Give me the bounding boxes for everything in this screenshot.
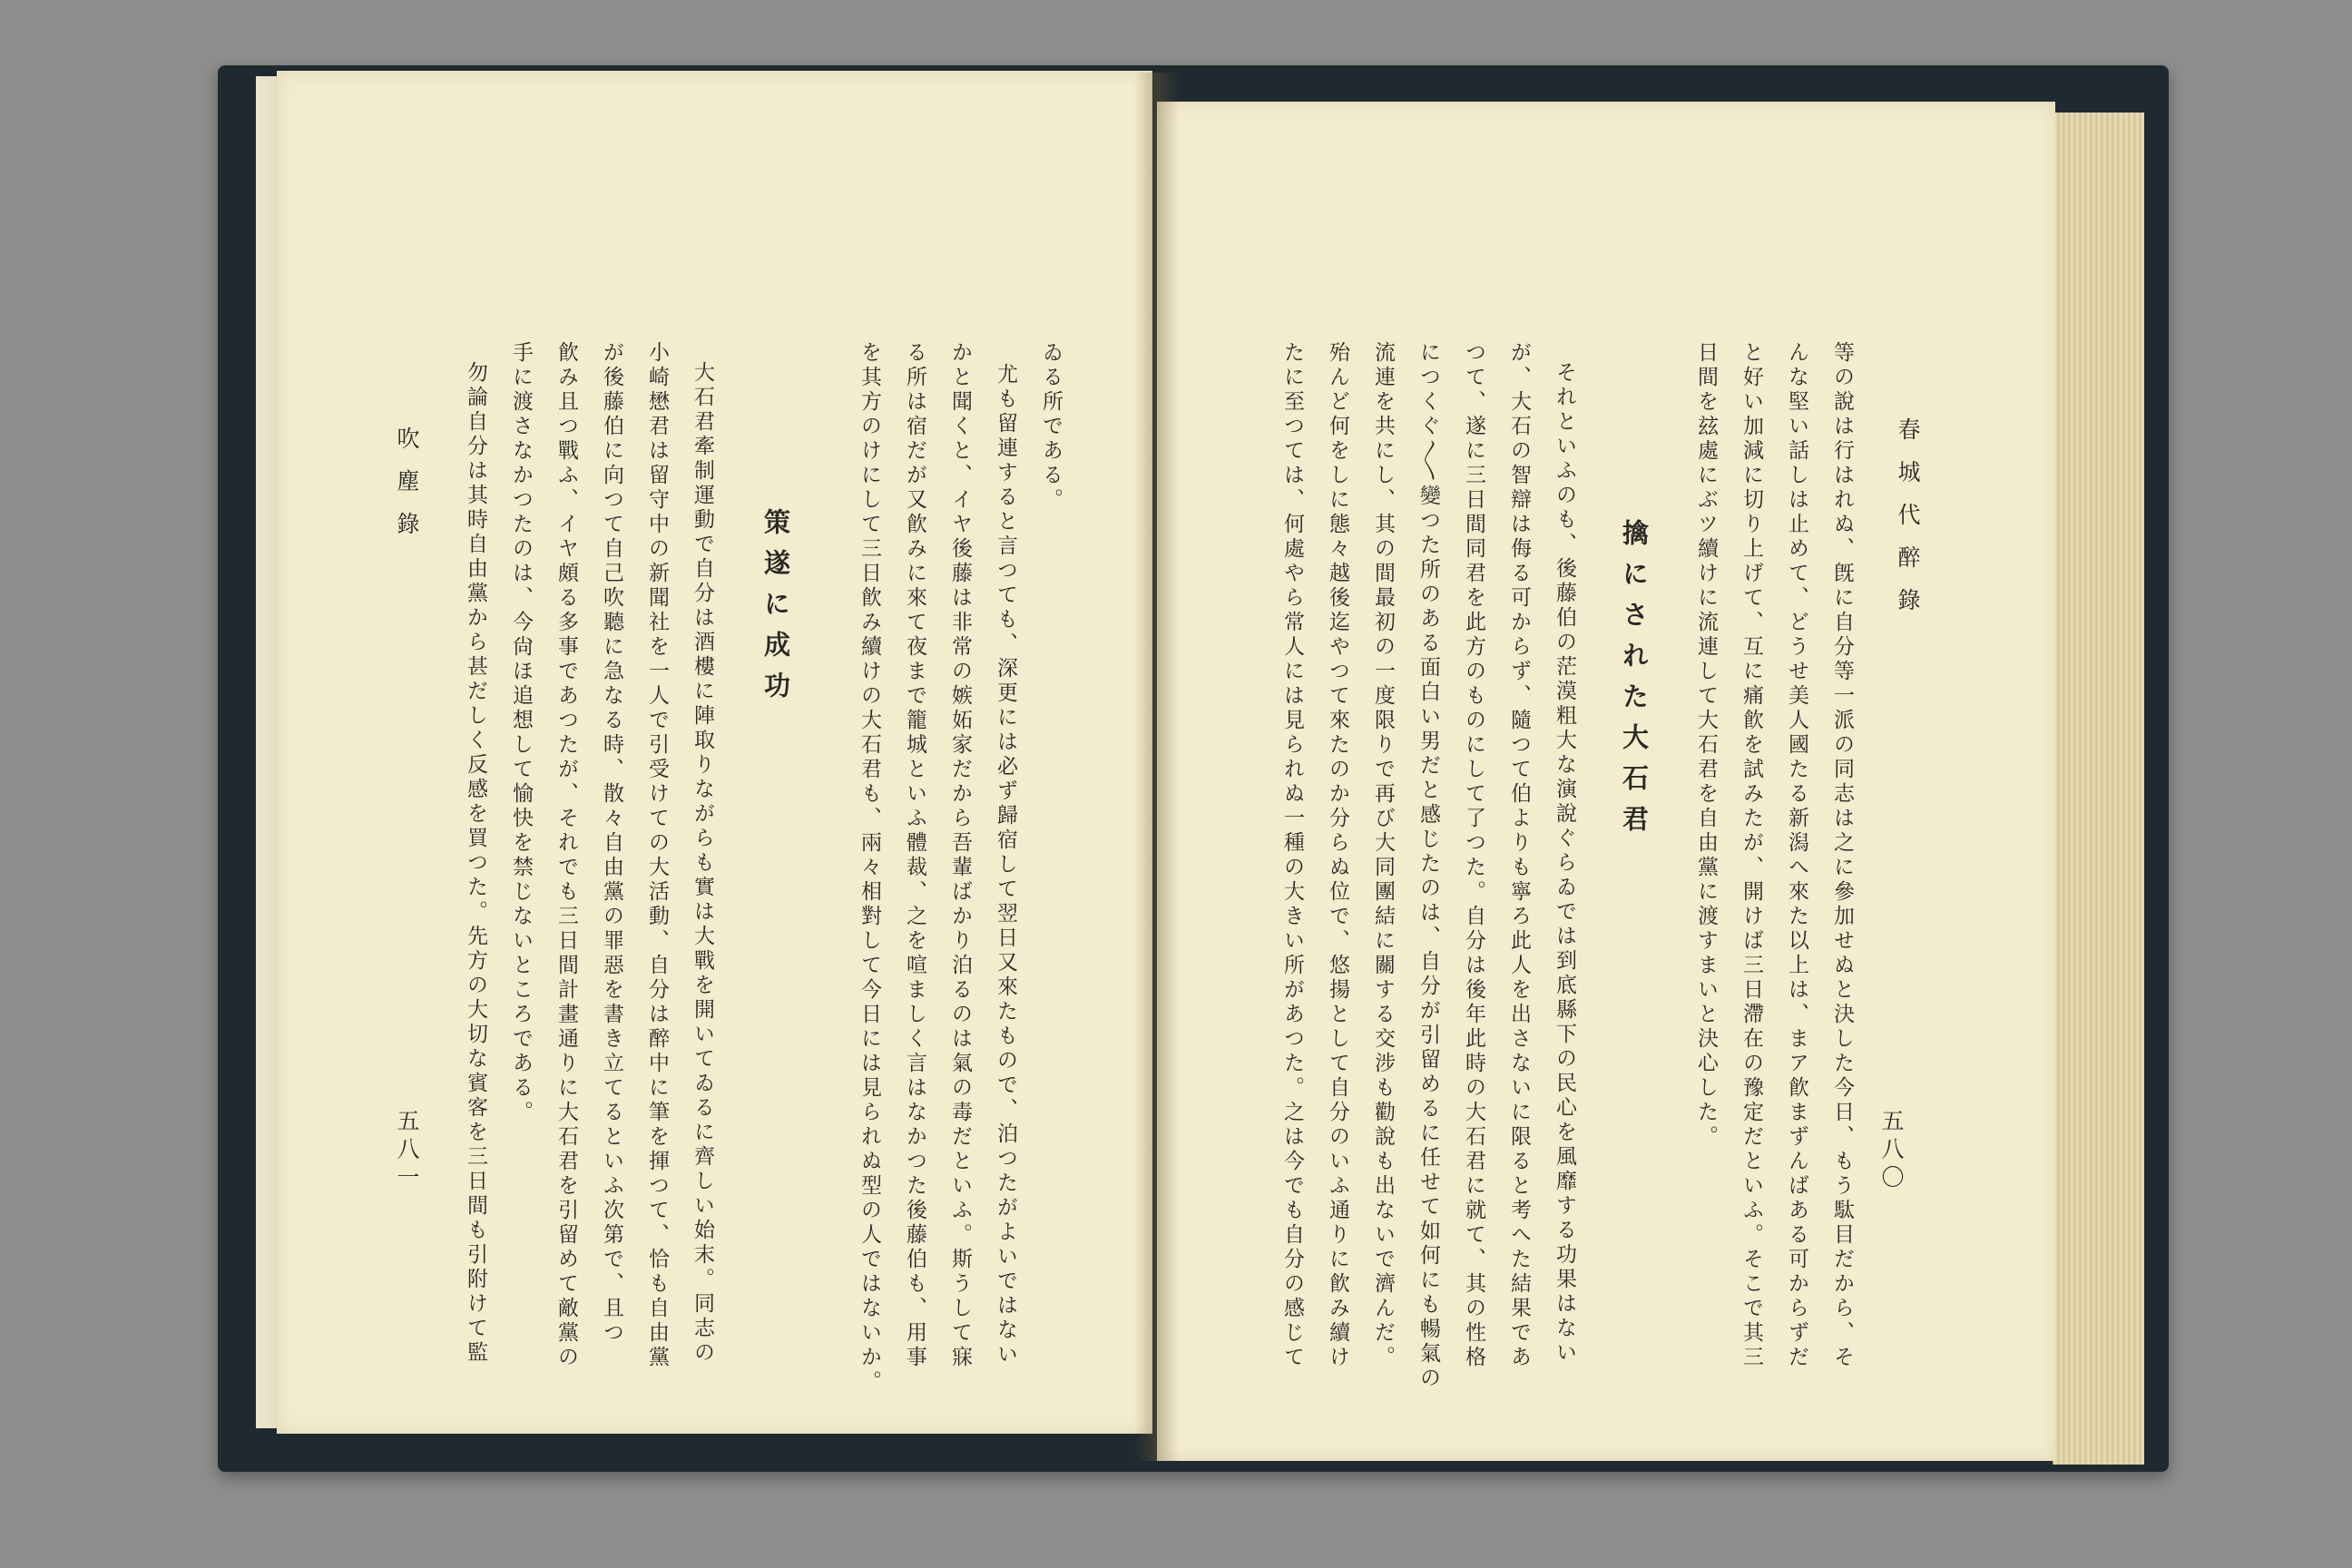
- text-column: が、大石の智辯は侮る可からず、隨つて伯よりも寧ろ此人を出さないに限ると考へた結果であ: [1507, 341, 1531, 1370]
- page-number: 五八〇: [1878, 1109, 1905, 1193]
- text-column: 流連を共にし、其の間最初の一度限りで再び大同團結に關する交涉も勸說も出ないで濟んだ。: [1371, 341, 1395, 1370]
- text-column: 小崎懋君は留守中の新聞社を一人で引受けての大活動、自分は醉中に筆を揮つて、恰も自由黨: [645, 341, 669, 1370]
- text-column: る所は宿だが又飮みに來て夜まで籠城といふ體裁、之を喧ましく言はなかつた後藤伯も、用事: [903, 341, 926, 1370]
- section-heading: 策遂に成功: [760, 508, 791, 712]
- text-column: んな堅い話しは止めて、どうせ美人國たる新潟へ來た以上は、まア飮まずんばある可からずだ: [1785, 341, 1808, 1370]
- running-head: 春城代醉錄: [1895, 417, 1921, 631]
- text-column: を其方のけにして三日飮み續けの大石君も、兩々相對して今日には見られぬ型の人ではないか。: [858, 341, 881, 1395]
- text-column: ゐる所である。: [1039, 341, 1063, 513]
- text-column: と好い加減に切り上げて、互に痛飮を試みたが、開けば三日滯在の豫定だといふ。そこで其三: [1740, 341, 1763, 1370]
- section-heading: 擒にされた大石君: [1619, 519, 1650, 846]
- page-number: 五八一: [394, 1109, 420, 1193]
- text-column: 日間を玆處にぶツ續けに流連して大石君を自由黨に渡すまいと決心した。: [1694, 341, 1718, 1150]
- text-column: つて、遂に三日間同君を此方のものにして了つた。自分は後年此時の大石君に就て、其の性格: [1462, 341, 1485, 1370]
- left-page: [277, 71, 1152, 1434]
- text-column: 殆んど何をしに態々越後迄やつて來たのか分らぬ位で、悠揚として自分のいふ通りに飮み續け: [1326, 341, 1349, 1370]
- text-column: かと聞くと、イヤ後藤は非常の嫉妬家だから吾輩ばかり泊るのは氣の毒だといふ。斯うして寐: [948, 341, 972, 1370]
- text-column: 等の說は行はれぬ、旣に自分等一派の同志は之に參加せぬと決した今日、もう駄目だから、そ: [1830, 341, 1854, 1370]
- text-column: 尤も留連すると言つても、深更には必ず歸宿して翌日又來たもので、泊つたがよいではない: [994, 363, 1017, 1367]
- page-edges-right: [2053, 113, 2144, 1465]
- running-head: 吹塵錄: [394, 426, 420, 554]
- text-column: 手に渡さなかつたのは、今尙ほ追想して愉快を禁じないところである。: [509, 341, 533, 1125]
- text-column: たに至つては、何處やら常人には見られぬ一種の大きい所があつた。之は今でも自分の感じて: [1280, 341, 1304, 1370]
- text-column: 勿論自分は其時自由黨から甚だしく反感を買つた。先方の大切な賓客を三日間も引附けて監: [464, 361, 487, 1366]
- text-column: それといふのも、後藤伯の茫漠粗大な演說ぐらゐでは到底縣下の民心を風靡する功果はない: [1553, 361, 1576, 1366]
- text-column: につくぐ〳〵變つた所のある面白い男だと感じたのは、自分が引留めるに任せて如何にも暢氣の: [1416, 341, 1440, 1391]
- text-column: が後藤伯に向つて自己吹聽に急なる時、散々自由黨の罪惡を書き立てるといふ次第で、且つ: [600, 341, 623, 1346]
- book-gutter: [1134, 73, 1180, 1461]
- text-column: 大石君牽制運動で自分は酒樓に陣取りながらも實は大戰を開いてゐるに齊しい始末。同志の: [691, 361, 714, 1366]
- text-column: 飮み且つ戰ふ、イヤ頗る多事であつたが、それでも三日間計畫通りに大石君を引留めて敵黨の: [554, 341, 578, 1370]
